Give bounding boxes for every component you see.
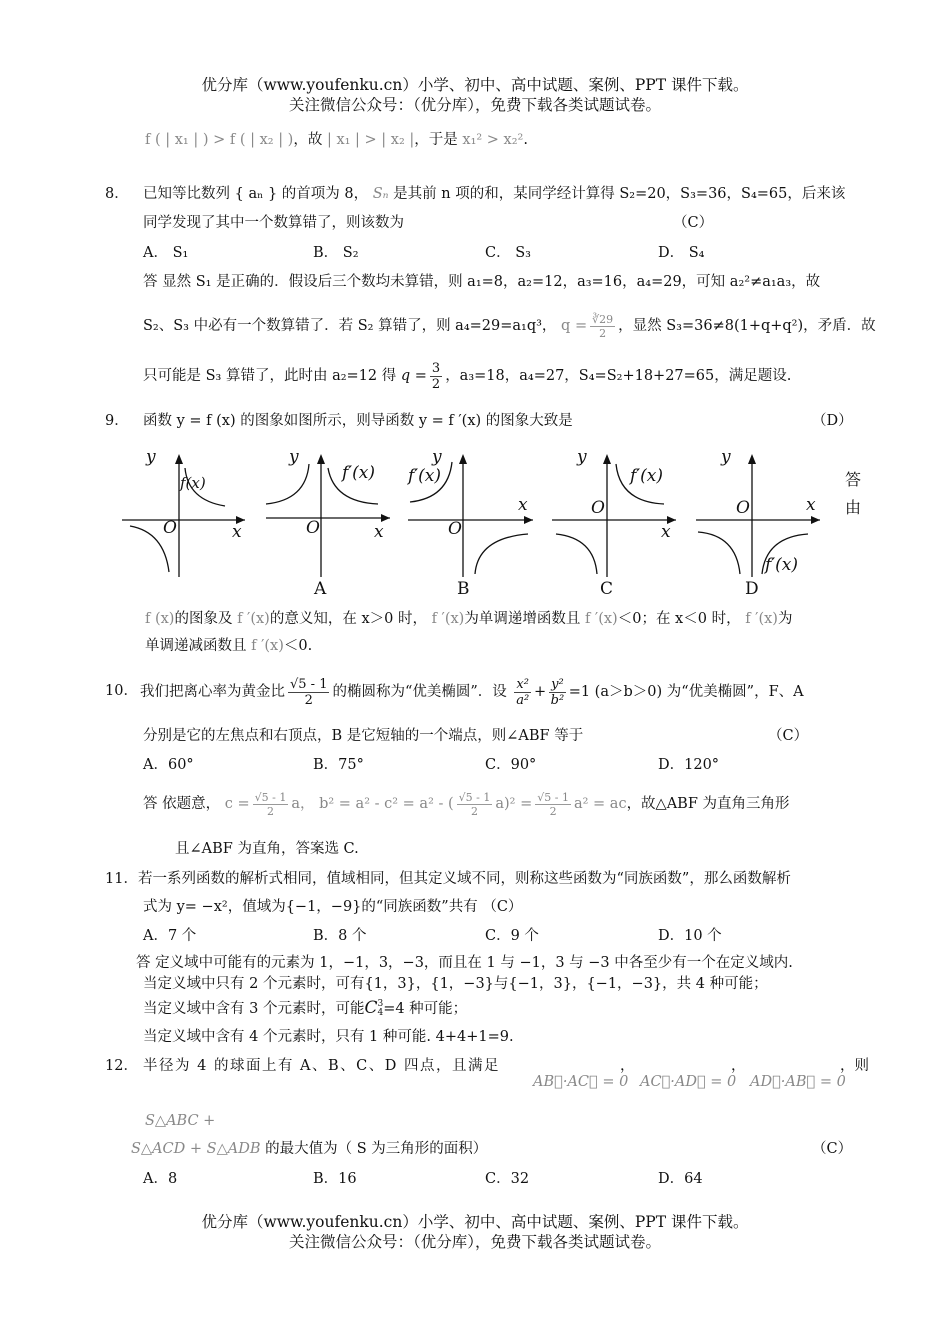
question-text: 函数 y = f (x) 的图象如图所示，则导函数 y = f ′(x) 的图象大致是: [143, 413, 573, 429]
formula: f ( | x₁ | ) > f ( | x₂ | ): [145, 132, 294, 148]
question-text: 式为 y= −x²，值域为{−1，−9}的“同族函数”共有 （C）: [143, 899, 523, 915]
option-d: D．64: [658, 1171, 703, 1187]
comma: ，: [620, 1058, 635, 1074]
label-o: O: [163, 518, 177, 538]
label-y: y: [721, 447, 731, 467]
label-o: O: [448, 519, 462, 539]
option-d: D．120°: [658, 757, 720, 773]
side-text: 由: [845, 498, 862, 517]
answer-key: （D）: [812, 413, 853, 429]
label-option-c: C: [600, 579, 614, 599]
condition-1: AB⃗·AC⃗ = 0: [533, 1074, 629, 1090]
question-number: 10．: [105, 683, 138, 699]
continuation-line: f ( | x₁ | ) > f ( | x₂ | )，故 | x₁ | > | x₂ |，于是 x₁² > x₂².: [145, 132, 528, 148]
label-x: x: [661, 522, 671, 542]
label-fpx: f′(x): [342, 463, 376, 483]
solution-line: 答 依题意， c = $\frac{√5 - 1}{2}$ a， b² = a² - c² = a² - ( $\frac{√5 - 1}{2}$ a)² = $\frac{√5 - 1}{2}$ a² = ac，故△ABF 为直角三角形: [143, 790, 790, 818]
label-x: x: [232, 522, 242, 542]
label-y: y: [146, 447, 156, 467]
solution-line: 单调递减函数且 f ′(x)＜0.: [145, 638, 313, 654]
answer-key: （C）: [812, 1141, 853, 1157]
label-o: O: [736, 498, 750, 518]
question-number: 12．: [105, 1058, 138, 1074]
label-o: O: [591, 498, 605, 518]
option-d: D．10 个: [658, 928, 722, 944]
label-y: y: [432, 447, 442, 467]
label-x: x: [806, 495, 816, 515]
solution-line: 当定义域中含有 4 个元素时，只有 1 种可能. 4+4+1=9.: [143, 1029, 514, 1045]
question-text: 分别是它的左焦点和右顶点，B 是它短轴的一个端点，则∠ABF 等于: [143, 728, 584, 744]
solution-line: 当定义域中含有 3 个元素时，可能C 3 4 =4 种可能；: [143, 998, 468, 1018]
option-d: D． S₄: [658, 245, 705, 261]
question-text: 已知等比数列 { aₙ } 的首项为 8， Sₙ 是其前 n 项的和，某同学经计算得 S₂=20，S₃=36，S₄=65，后来该: [143, 186, 846, 202]
option-b: B．8 个: [313, 928, 367, 944]
question-text: 半径为 4 的球面上有 A、B、C、D 四点，且满足: [143, 1058, 501, 1074]
label-option-a: A: [314, 579, 327, 599]
label-o: O: [306, 518, 320, 538]
label-option-b: B: [457, 579, 470, 599]
option-c: C．90°: [485, 757, 537, 773]
graph-option-d: [696, 454, 820, 577]
question-text: S△ACD + S△ADB 的最大值为（ S 为三角形的面积）: [131, 1141, 488, 1157]
area-sum-part-1: S△ABC +: [145, 1113, 216, 1129]
option-b: B． S₂: [313, 245, 359, 261]
solution-line: f (x)的图象及 f ′(x)的意义知，在 x＞0 时， f ′(x)为单调递增函数且 f ′(x)＜0；在 x＜0 时， f ′(x)为: [145, 611, 793, 627]
graphs-figure: [0, 440, 950, 600]
label-x: x: [374, 522, 384, 542]
footer-line-2: 关注微信公众号：（优分库），免费下载各类试题试卷。: [288, 1233, 661, 1251]
label-fpx: f′(x): [765, 555, 799, 575]
option-b: B．75°: [313, 757, 364, 773]
answer-key: （C）: [673, 215, 714, 231]
solution-line: 只可能是 S₃ 算错了，此时由 a₂=12 得 q = $\frac{3}{2}$ ，a₃=18，a₄=27，S₄=S₂+18+27=65，满足题设.: [143, 360, 792, 392]
condition-3: AD⃗·AB⃗ = 0: [750, 1074, 846, 1090]
question-number: 8．: [105, 186, 129, 202]
question-text: 若一系列函数的解析式相同，值域相同，但其定义域不同，则称这些函数为“同族函数”，那么函数解析: [138, 871, 791, 887]
label-x: x: [518, 495, 528, 515]
then-text: ，则: [840, 1058, 869, 1074]
option-a: A．60°: [143, 757, 194, 773]
question-number: 11．: [105, 871, 138, 887]
label-y: y: [577, 447, 587, 467]
solution-line: 当定义域中只有 2 个元素时，可有{1，3}，{1，−3}与{−1，3}，{−1，−3}，共 4 种可能；: [143, 976, 768, 992]
solution-line: 且∠ABF 为直角，答案选 C.: [175, 841, 359, 857]
option-c: C．9 个: [485, 928, 539, 944]
question-text: 同学发现了其中一个数算错了，则该数为: [143, 215, 404, 231]
solution-line: 答 定义域中可能有的元素为 1，−1，3，−3，而且在 1 与 −1，3 与 −3 中各至少有一个在定义域内.: [136, 955, 793, 971]
option-c: C． S₃: [485, 245, 531, 261]
option-a: A．8: [143, 1171, 178, 1187]
question-number: 9．: [105, 413, 129, 429]
label-fpx: f′(x): [408, 466, 442, 486]
question-text: 我们把离心率为黄金比 $\frac{√5 - 1}{2}$ 的椭圆称为“优美椭圆”．设 $\frac{\text{x²}}{\text{a²}}$ + $\frac{\text{y²}}{\text{b²}}$ =1 (a＞b＞0) 为“优美椭圆”，F、A: [140, 676, 804, 708]
label-option-d: D: [745, 579, 759, 599]
header-line-1: 优分库（www.youfenku.cn）小学、初中、高中试题、案例、PPT 课件下载。: [201, 76, 749, 94]
answer-key: （C）: [768, 728, 809, 744]
header-line-2: 关注微信公众号：（优分库），免费下载各类试题试卷。: [288, 96, 661, 114]
label-y: y: [289, 447, 299, 467]
solution-line: 答 显然 S₁ 是正确的．假设后三个数均未算错，则 a₁=8，a₂=12，a₃=16，a₄=29，可知 a₂²≠a₁a₃，故: [143, 274, 821, 290]
solution-line: S₂、S₃ 中必有一个数算错了．若 S₂ 算错了，则 a₄=29=a₁q³， q = $\frac{∛29}{2}$ ，显然 S₃=36≠8(1+q+q²)，矛盾．故: [143, 312, 876, 340]
comma: ，: [731, 1058, 746, 1074]
label-fpx: f′(x): [630, 466, 664, 486]
option-a: A．7 个: [143, 928, 197, 944]
option-b: B．16: [313, 1171, 357, 1187]
footer-line-1: 优分库（www.youfenku.cn）小学、初中、高中试题、案例、PPT 课件下载。: [201, 1213, 749, 1231]
option-c: C．32: [485, 1171, 530, 1187]
condition-2: AC⃗·AD⃗ = 0: [640, 1074, 737, 1090]
side-text: 答: [845, 470, 862, 489]
graph-original: [122, 454, 245, 577]
label-fx: f(x): [180, 474, 206, 492]
option-a: A． S₁: [143, 245, 189, 261]
